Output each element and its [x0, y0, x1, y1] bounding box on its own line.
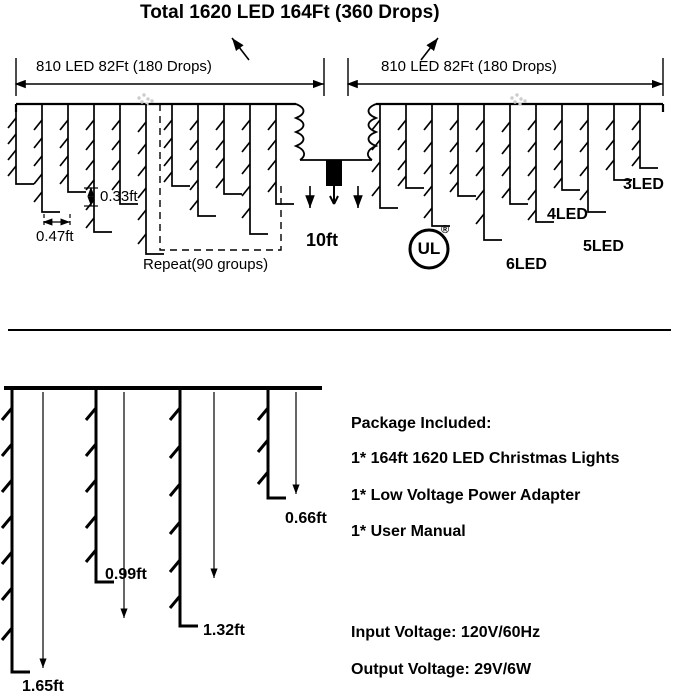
- drop-label-4led: 4LED: [547, 206, 588, 223]
- package-item-2: 1* Low Voltage Power Adapter: [351, 487, 581, 504]
- repeat-group-box: [160, 104, 281, 250]
- detail-measure-132: 1.32ft: [203, 622, 245, 639]
- spacing-label: 0.47ft: [36, 228, 74, 245]
- registered-mark: ®: [441, 224, 450, 236]
- input-voltage-label: Input Voltage: 120V/60Hz: [351, 624, 541, 641]
- main-wire: [16, 104, 663, 112]
- right-segment-label: 810 LED 82Ft (180 Drops): [381, 58, 557, 75]
- detail-measure-099: 0.99ft: [105, 566, 147, 583]
- left-segment-label: 810 LED 82Ft (180 Drops): [36, 58, 212, 75]
- ul-mark-text: UL: [417, 239, 441, 258]
- package-item-1: 1* 164ft 1620 LED Christmas Lights: [351, 450, 620, 467]
- package-item-3: 1* User Manual: [351, 523, 466, 540]
- detail-measure-leaders: [43, 392, 296, 668]
- title-arrows: [232, 38, 438, 60]
- drop-label-6led: 6LED: [506, 256, 547, 273]
- package-heading: Package Included:: [351, 415, 492, 432]
- drop-height-label: 0.33ft: [100, 188, 138, 205]
- drop-height-dimension: [84, 188, 98, 206]
- plug-body: [326, 160, 342, 204]
- repeat-label: Repeat(90 groups): [143, 256, 269, 273]
- lead-wire-coils: [296, 104, 376, 160]
- output-voltage-label: Output Voltage: 29V/6W: [351, 661, 532, 678]
- drop-label-5led: 5LED: [583, 238, 624, 255]
- spacing-dimension: [44, 214, 70, 228]
- lead-wire-label: 10ft: [306, 230, 339, 250]
- page-title: Total 1620 LED 164Ft (360 Drops): [140, 2, 440, 23]
- drop-label-3led: 3LED: [623, 176, 664, 193]
- detail-measure-066: 0.66ft: [285, 510, 327, 527]
- detail-measure-165: 1.65ft: [22, 678, 64, 695]
